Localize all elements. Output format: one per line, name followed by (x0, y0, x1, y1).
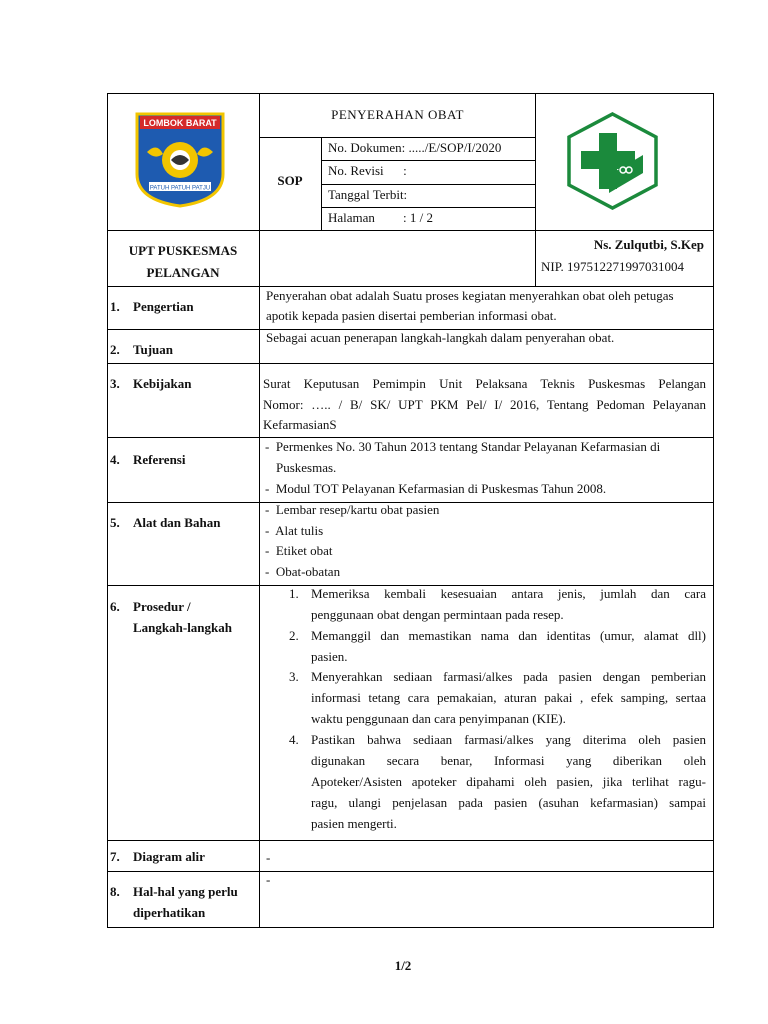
section-title-tujuan: Tujuan (133, 342, 173, 357)
logo-motto: PATUH PATUH PATJU (149, 185, 211, 192)
reference-item: - Permenkes No. 30 Tahun 2013 tentang Standar Pelayanan Kefarmasian di (265, 439, 661, 454)
step-text-line: penggunaan obat dengan permintaan pada resep. (311, 607, 564, 622)
section-text-line: - (266, 850, 271, 865)
material-item: - Obat-obatan (265, 564, 341, 579)
step-text-line: Memeriksa kembali kesesuaian antara jenis, jumlah dan cara (311, 586, 706, 601)
step-text-line: informasi tetang cara pemakaian, aturan pakai , efek samping, sertaa (311, 690, 706, 705)
issue-date: Tanggal Terbit: (328, 187, 408, 202)
section-text-line: Penyerahan obat adalah Suatu proses kegiatan menyerahkan obat oleh petugas (266, 288, 674, 303)
sop-label: SOP (277, 173, 303, 188)
signer-nip: NIP. 197512271997031004 (541, 259, 685, 274)
section-text-line: Sebagai acuan penerapan langkah-langkah dalam penyerahan obat. (266, 330, 615, 345)
step-text-line: pasien mengerti. (311, 816, 397, 831)
section-number: 3. (110, 376, 120, 391)
section-number: 6. (110, 599, 120, 614)
step-text-line: Apoteker/Asisten apoteker dipahami oleh pasien, jika terlihat ragu- (311, 774, 706, 789)
section-number: 4. (110, 452, 120, 467)
material-item: - Lembar resep/kartu obat pasien (265, 502, 440, 517)
step-text-line: ragu, ulangi penjelasan pada pasien (asuhan kefarmasian) sampai (311, 795, 706, 810)
revision-number: No. Revisi : (328, 163, 407, 178)
org-name-line2: PELANGAN (146, 265, 220, 280)
step-text-line: Pastikan bahwa sediaan farmasi/alkes yang diterima oleh pasien (311, 732, 706, 747)
section-text-line: Nomor: ….. / B/ SK/ UPT PKM Pel/ I/ 2016, Tentang Pedoman Pelayanan (263, 397, 706, 412)
section-title-prosedur: Prosedur / (133, 599, 191, 614)
section-number: 1. (110, 299, 120, 314)
step-number: 1. (289, 586, 299, 601)
section-title-diagram-alir: Diagram alir (133, 849, 205, 864)
step-text-line: waktu penggunaan dan cara penyimpanan (KIE). (311, 711, 566, 726)
puskesmas-logo (565, 111, 660, 211)
reference-item: Puskesmas. (276, 460, 337, 475)
page-value: : 1 / 2 (403, 210, 433, 225)
step-text-line: pasien. (311, 649, 348, 664)
step-number: 3. (289, 669, 299, 684)
material-item: - Etiket obat (265, 543, 333, 558)
section-title-referensi: Referensi (133, 452, 186, 467)
section-number: 2. (110, 342, 120, 357)
step-number: 2. (289, 628, 299, 643)
step-text-line: Menyerahkan sediaan farmasi/alkes pada pasien dengan pemberian (311, 669, 706, 684)
section-title-langkah: Langkah-langkah (133, 620, 232, 635)
doc-number: No. Dokumen: ...../E/SOP/I/2020 (328, 140, 502, 155)
lombok-barat-logo (135, 112, 225, 208)
section-title-hal-hal: Hal-hal yang perlu (133, 884, 238, 899)
section-text-line: - (266, 872, 271, 887)
section-title-diperhatikan: diperhatikan (133, 905, 206, 920)
section-title-pengertian: Pengertian (133, 299, 194, 314)
step-number: 4. (289, 732, 299, 747)
signer-name: Ns. Zulqutbi, S.Kep (593, 237, 704, 252)
section-title-alat-bahan: Alat dan Bahan (133, 515, 221, 530)
org-name-line1: UPT PUSKESMAS (128, 243, 238, 258)
section-text-line: KefarmasianS (263, 417, 337, 432)
section-text-line: apotik kepada pasien disertai pemberian informasi obat. (266, 308, 557, 323)
document-title: PENYERAHAN OBAT (331, 107, 464, 122)
section-title-kebijakan: Kebijakan (133, 376, 192, 391)
reference-item: - Modul TOT Pelayanan Kefarmasian di Puskesmas Tahun 2008. (265, 481, 607, 496)
section-number: 8. (110, 884, 120, 899)
step-text-line: digunakan secara benar, Informasi yang diberikan oleh (311, 753, 706, 768)
page-label: Halaman (328, 210, 375, 225)
section-number: 5. (110, 515, 120, 530)
page-number: 1/2 (394, 958, 412, 973)
section-text-line: Surat Keputusan Pemimpin Unit Pelaksana Teknis Puskesmas Pelangan (263, 376, 706, 391)
section-number: 7. (110, 849, 120, 864)
step-text-line: Memanggil dan memastikan nama dan identitas (umur, alamat dll) (311, 628, 706, 643)
material-item: - Alat tulis (265, 523, 324, 538)
logo-banner-text: LOMBOK BARAT (143, 118, 217, 128)
